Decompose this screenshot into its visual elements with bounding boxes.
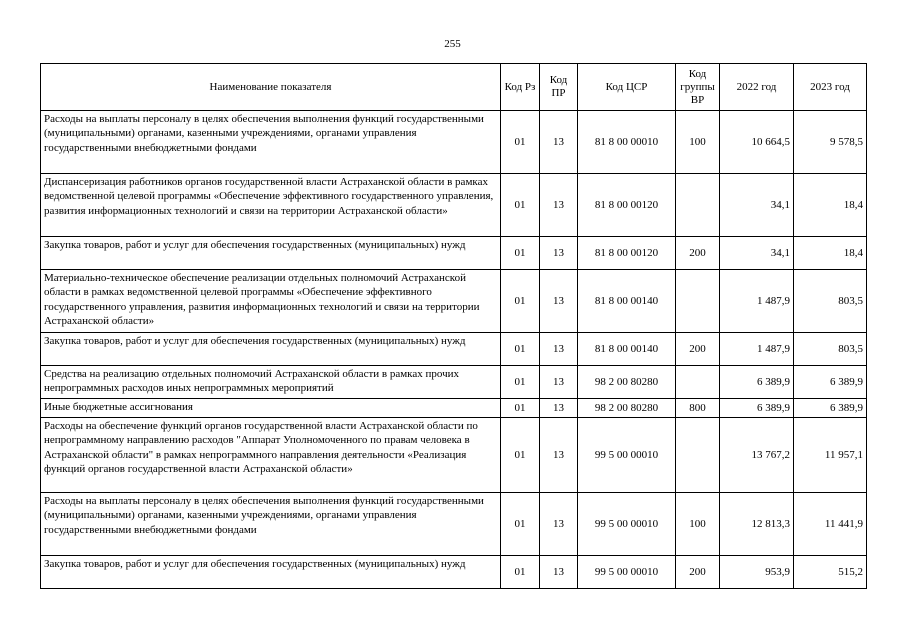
table-row <box>41 174 867 237</box>
row-rz: 01 <box>501 270 540 333</box>
header-rz: Код Рз <box>501 64 540 111</box>
row-pr: 13 <box>540 333 578 366</box>
row-pr: 13 <box>540 111 578 174</box>
row-name: Материально-техническое обеспечение реализации отдельных полномочий Астраханской области в рамках ведомственной целевой программы «Обеспечение эффективного государственного управления, развития информационных технологий и связи на территории Астраханской области» <box>41 270 501 333</box>
row-csr: 98 2 00 80280 <box>578 366 676 399</box>
row-2022: 10 664,5 <box>720 111 794 174</box>
row-rz: 01 <box>501 174 540 237</box>
row-vr <box>676 366 720 399</box>
page-number: 255 <box>444 38 461 50</box>
row-csr: 99 5 00 00010 <box>578 418 676 493</box>
row-2022: 13 767,2 <box>720 418 794 493</box>
row-csr: 81 8 00 00010 <box>578 111 676 174</box>
header-name: Наименование показателя <box>41 64 501 111</box>
row-vr: 800 <box>676 399 720 418</box>
row-pr: 13 <box>540 418 578 493</box>
row-2023: 18,4 <box>794 237 867 270</box>
row-name: Расходы на выплаты персоналу в целях обеспечения выполнения функций государственными (муниципальными) органами, казенными учреждениями, органами управления государственными внебюджетными фондами <box>41 111 501 174</box>
row-2022: 1 487,9 <box>720 333 794 366</box>
row-pr: 13 <box>540 270 578 333</box>
row-name: Закупка товаров, работ и услуг для обеспечения государственных (муниципальных) нужд <box>41 333 501 366</box>
row-csr: 81 8 00 00120 <box>578 237 676 270</box>
row-vr: 200 <box>676 237 720 270</box>
row-pr: 13 <box>540 237 578 270</box>
row-name: Иные бюджетные ассигнования <box>41 399 501 418</box>
row-vr: 200 <box>676 333 720 366</box>
table-row <box>41 333 867 366</box>
row-rz: 01 <box>501 111 540 174</box>
row-2023: 18,4 <box>794 174 867 237</box>
row-rz: 01 <box>501 493 540 556</box>
row-vr <box>676 270 720 333</box>
row-2022: 953,9 <box>720 556 794 589</box>
row-csr: 81 8 00 00120 <box>578 174 676 237</box>
row-name: Закупка товаров, работ и услуг для обеспечения государственных (муниципальных) нужд <box>41 556 501 589</box>
row-rz: 01 <box>501 418 540 493</box>
row-vr <box>676 418 720 493</box>
row-2023: 803,5 <box>794 333 867 366</box>
row-rz: 01 <box>501 333 540 366</box>
row-rz: 01 <box>501 237 540 270</box>
row-csr: 99 5 00 00010 <box>578 493 676 556</box>
row-csr: 81 8 00 00140 <box>578 333 676 366</box>
row-2023: 11 957,1 <box>794 418 867 493</box>
row-name: Диспансеризация работников органов государственной власти Астраханской области в рамках ведомственной целевой программы «Обеспечение эффективного государственного управления, развития информационных технологий и связи на территории Астраханской области» <box>41 174 501 237</box>
row-2023: 9 578,5 <box>794 111 867 174</box>
row-vr: 200 <box>676 556 720 589</box>
header-2023: 2023 год <box>794 64 867 111</box>
row-name: Средства на реализацию отдельных полномочий Астраханской области в рамках прочих непрограммных расходов иных непрограммных мероприятий <box>41 366 501 399</box>
row-pr: 13 <box>540 493 578 556</box>
row-2022: 34,1 <box>720 237 794 270</box>
row-vr: 100 <box>676 493 720 556</box>
row-pr: 13 <box>540 366 578 399</box>
row-2022: 1 487,9 <box>720 270 794 333</box>
table-row <box>41 270 867 333</box>
row-name: Закупка товаров, работ и услуг для обеспечения государственных (муниципальных) нужд <box>41 237 501 270</box>
header-vr: Код группы ВР <box>676 64 720 111</box>
budget-table <box>40 63 867 589</box>
table-row <box>41 493 867 556</box>
row-name: Расходы на обеспечение функций органов государственной власти Астраханской области по непрограммному направлению расходов "Аппарат Уполномоченного по правам человека в Астраханской области" в рамках непрограммного направления деятельности «Реализация функций органов государственной власти Астраханской области» <box>41 418 501 493</box>
table-row <box>41 556 867 589</box>
table-header-row <box>41 64 867 111</box>
header-pr: Код ПР <box>540 64 578 111</box>
row-2023: 6 389,9 <box>794 399 867 418</box>
row-rz: 01 <box>501 556 540 589</box>
row-2022: 6 389,9 <box>720 399 794 418</box>
row-rz: 01 <box>501 366 540 399</box>
row-csr: 98 2 00 80280 <box>578 399 676 418</box>
row-2022: 34,1 <box>720 174 794 237</box>
row-pr: 13 <box>540 556 578 589</box>
row-2023: 6 389,9 <box>794 366 867 399</box>
row-pr: 13 <box>540 399 578 418</box>
row-2023: 515,2 <box>794 556 867 589</box>
table-row <box>41 366 867 399</box>
row-rz: 01 <box>501 399 540 418</box>
row-vr: 100 <box>676 111 720 174</box>
row-2022: 6 389,9 <box>720 366 794 399</box>
table-row <box>41 111 867 174</box>
row-csr: 81 8 00 00140 <box>578 270 676 333</box>
header-csr: Код ЦСР <box>578 64 676 111</box>
row-name: Расходы на выплаты персоналу в целях обеспечения выполнения функций государственными (муниципальными) органами, казенными учреждениями, органами управления государственными внебюджетными фондами <box>41 493 501 556</box>
table-row <box>41 418 867 493</box>
row-2023: 11 441,9 <box>794 493 867 556</box>
row-csr: 99 5 00 00010 <box>578 556 676 589</box>
row-pr: 13 <box>540 174 578 237</box>
row-vr <box>676 174 720 237</box>
row-2023: 803,5 <box>794 270 867 333</box>
table-row <box>41 237 867 270</box>
table-row <box>41 399 867 418</box>
row-2022: 12 813,3 <box>720 493 794 556</box>
header-2022: 2022 год <box>720 64 794 111</box>
